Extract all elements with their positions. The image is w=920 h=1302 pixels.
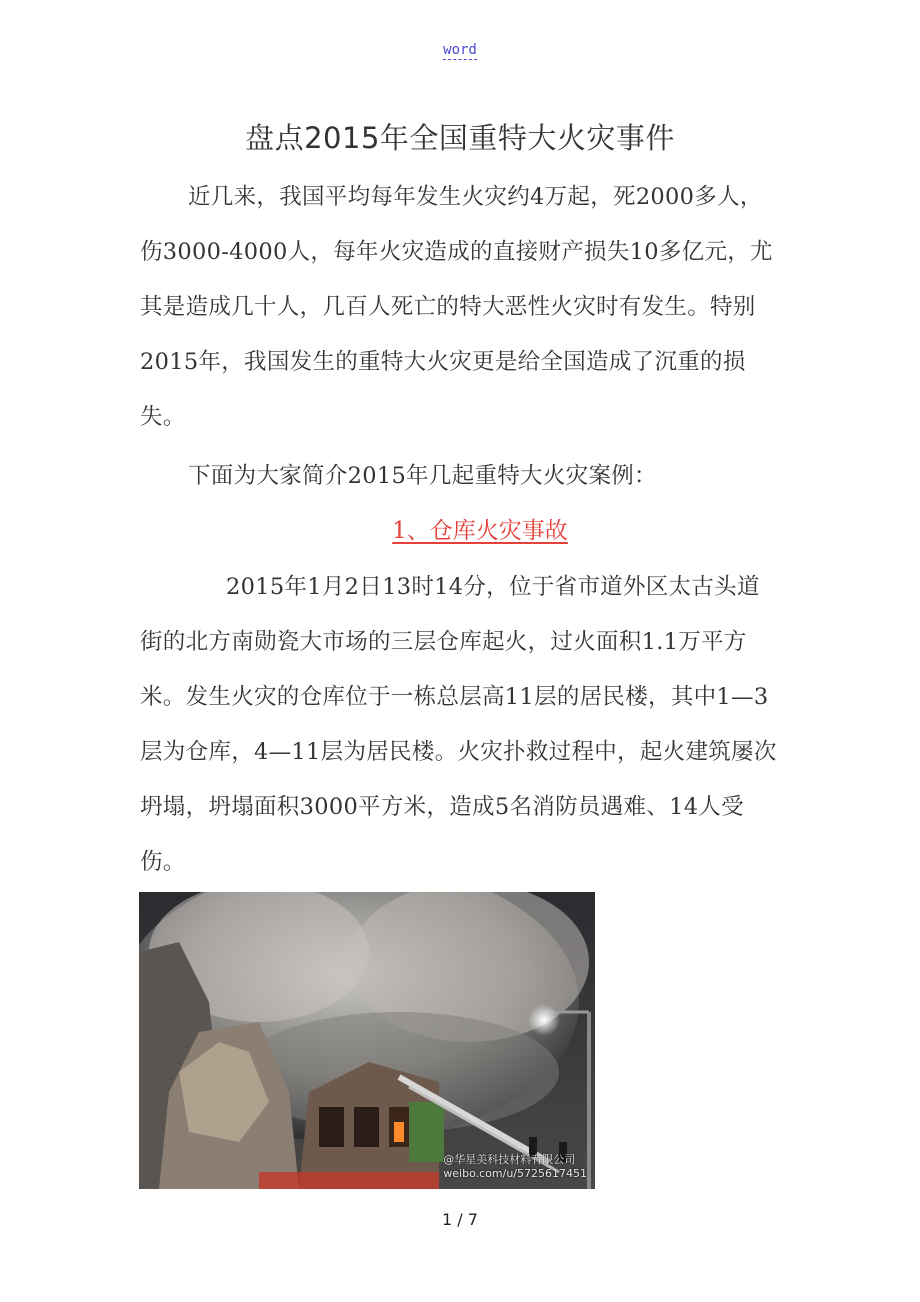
header-word-link[interactable] xyxy=(0,42,920,58)
fire-scene-illustration xyxy=(139,892,595,1189)
watermark-line-2: weibo.com/u/5725617451 xyxy=(443,1167,587,1180)
case-heading: 1、仓库火灾事故 xyxy=(392,518,568,544)
lead-in-paragraph: 下面为大家简介2015年几起重特大火灾案例： xyxy=(188,463,657,489)
case-body-paragraph: 2015年1月2日13时14分，位于省市道外区太古头道街的北方南勋瓷大市场的三层仓库起火，过火面积1.1万平方米。发生火灾的仓库位于一栋总层高11层的居民楼，其中1—3层为仓库，4—11层为居民楼。火灾扑救过程中，起火建筑屡次坍塌，坍塌面积3000平方米，造成5名消防员遇难、14人受伤。 xyxy=(140,574,777,875)
fire-scene-photo xyxy=(139,892,595,1189)
header-link-text[interactable]: word xyxy=(443,42,477,58)
watermark-line-1: @华星美科技材料有限公司 xyxy=(443,1153,576,1166)
intro-paragraph: 近几来，我国平均每年发生火灾约4万起，死2000多人，伤3000-4000人，每年火灾造成的直接财产损失10多亿元，尤其是造成几十人，几百人死亡的特大恶性火灾时有发生。特别2015年，我国发生的重特大火灾更是给全国造成了沉重的损失。 xyxy=(140,184,773,430)
photo-watermark xyxy=(443,1153,587,1181)
document-title: 盘点2015年全国重特大火灾事件 xyxy=(245,121,675,155)
page-indicator: 1 / 7 xyxy=(442,1210,478,1229)
